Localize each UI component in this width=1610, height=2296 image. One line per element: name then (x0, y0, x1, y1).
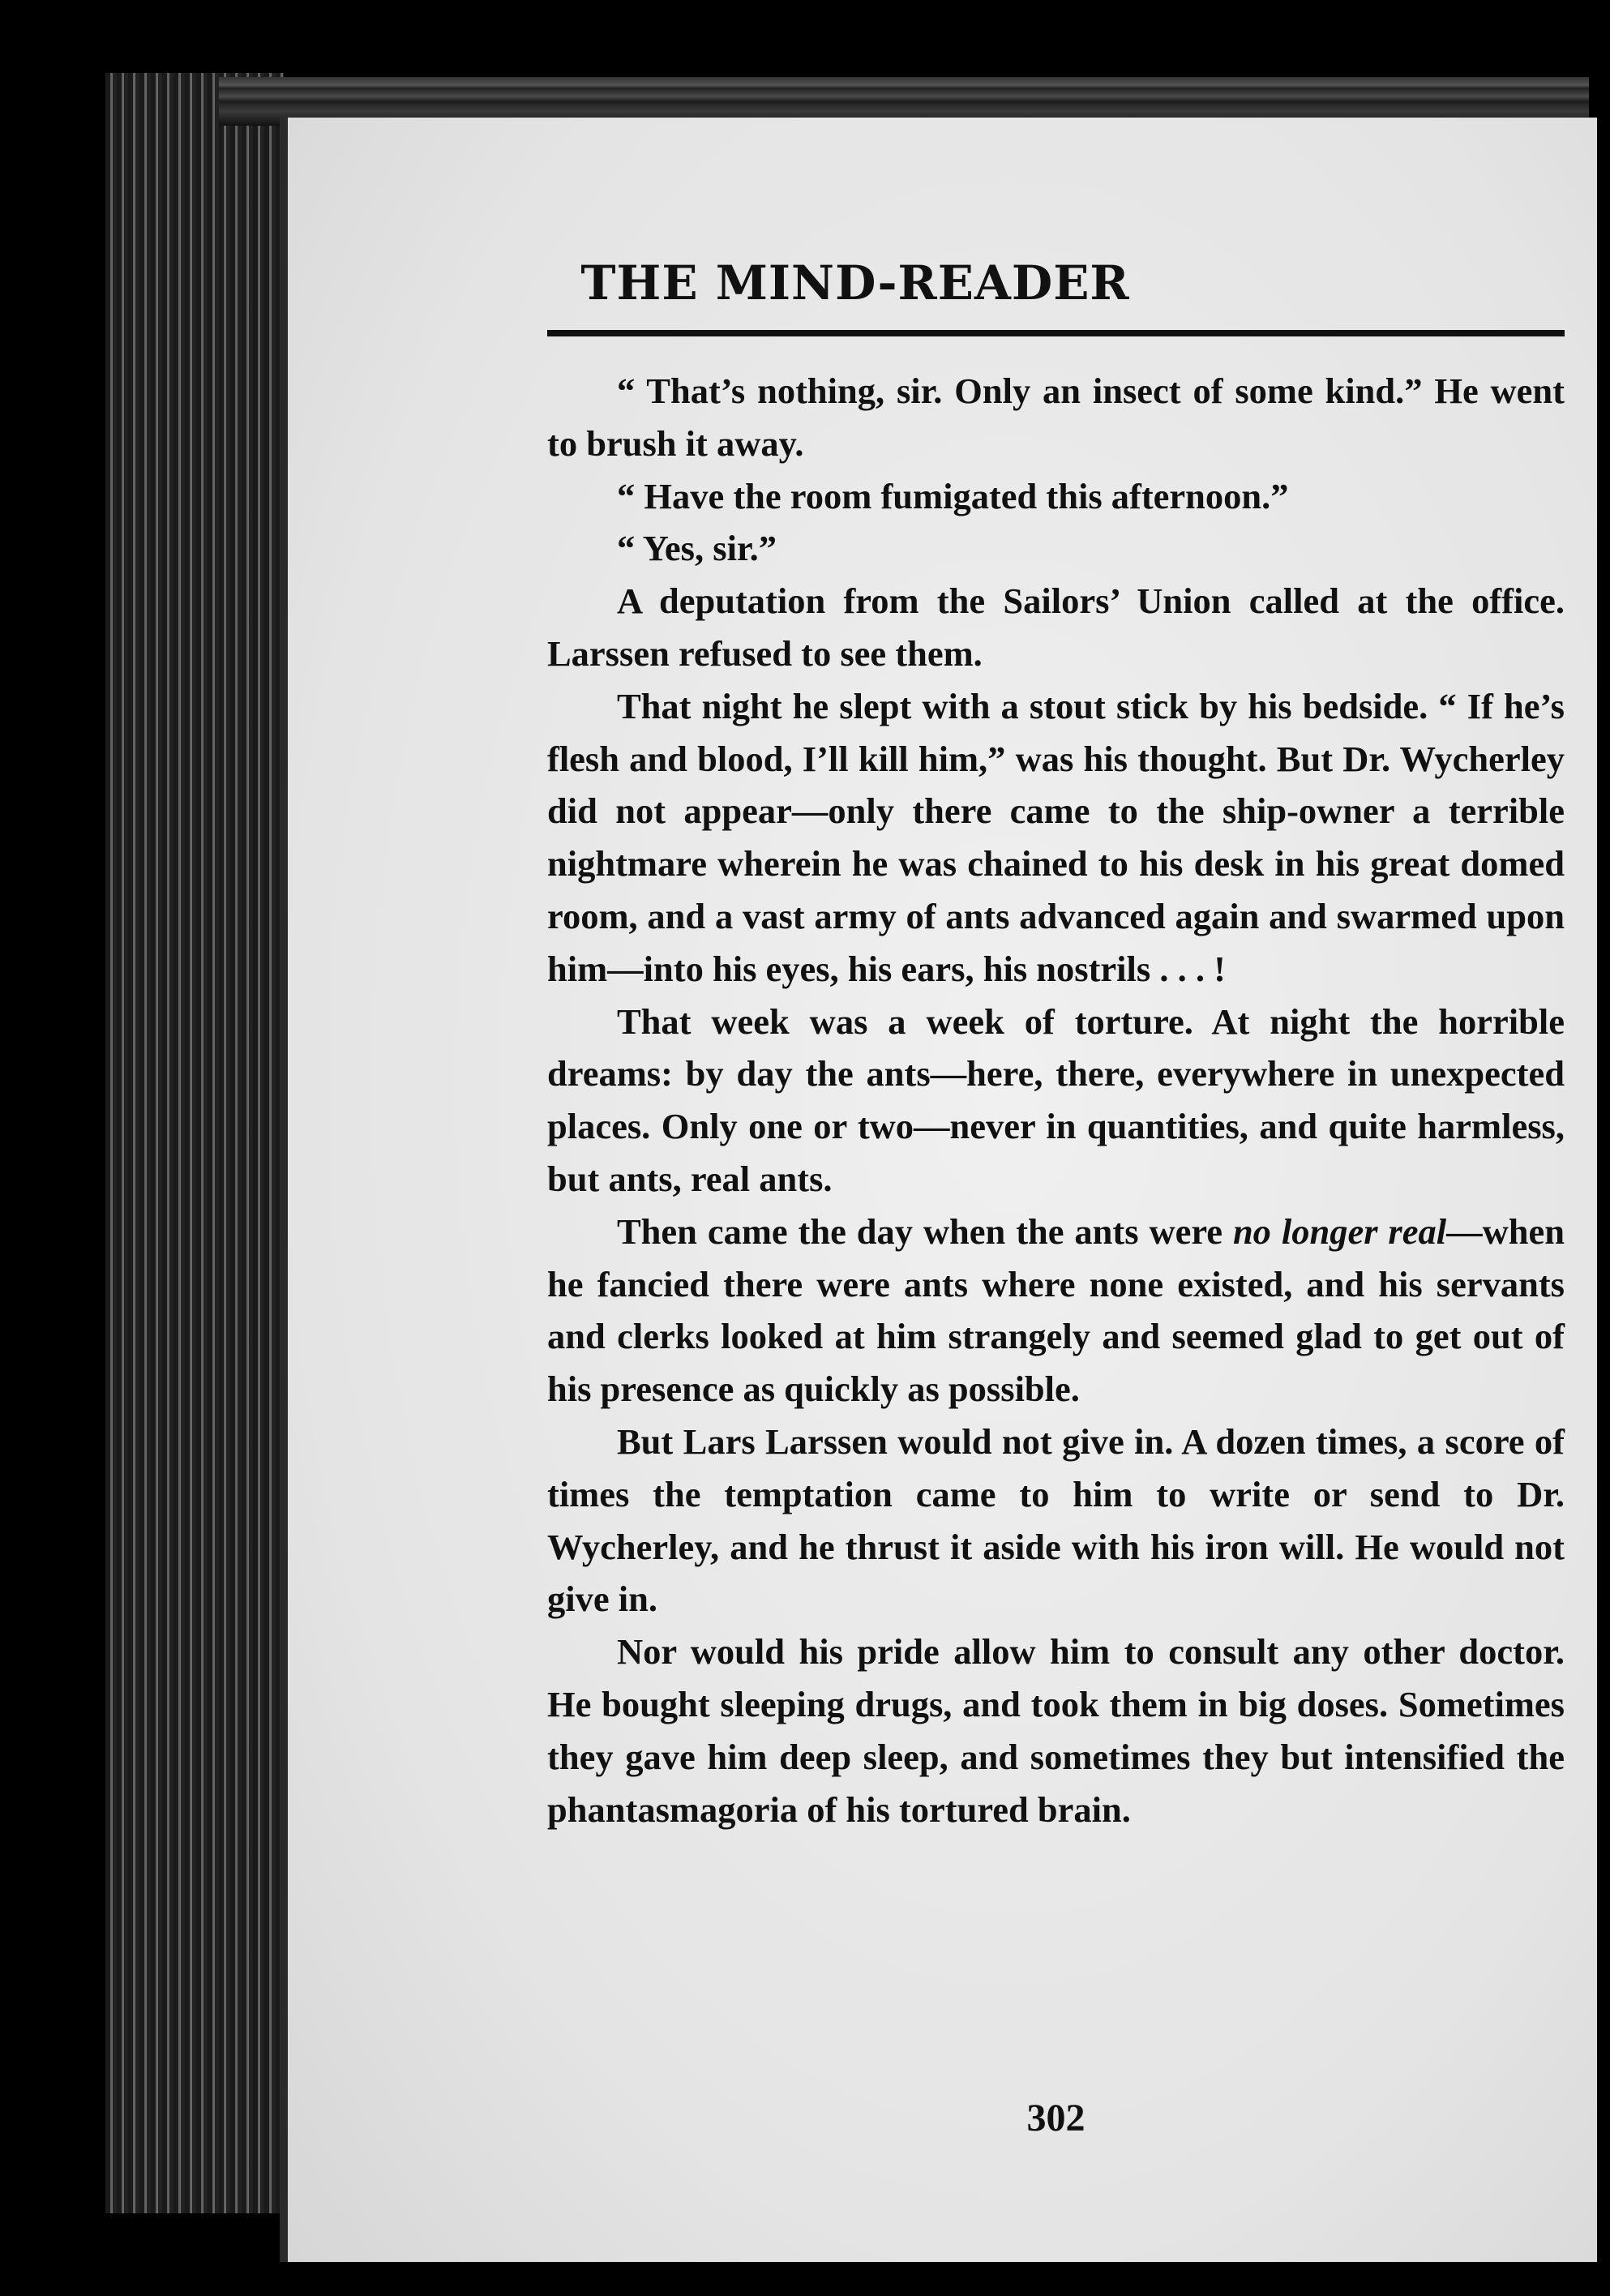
book-page (280, 118, 1597, 2262)
paragraph-6: That week was a week of torture. At night the horrible dreams: by day the ants—here, there, everywhere in unexpected places. Only one or two—never in quantities, and quite harmless, but ants, real ants. (547, 1000, 1565, 1199)
header-rule (547, 330, 1565, 336)
paragraph-2: “ Have the room fumigated this afternoon.” (617, 475, 1289, 516)
paragraph-5: That night he slept with a stout stick by his bedside. “ If he’s flesh and blood, I’ll kill him,” was his thought. But Dr. Wycherley did not appear—only there came to the ship-owner a terrible nightmare wherein he was chained to his desk in his great domed room, and a vast army of ants advanced again and swarmed upon him—into his eyes, his ears, his nostrils . . . ! (547, 685, 1565, 989)
paragraph-7-start: Then came the day when the ants were (617, 1210, 1233, 1252)
paragraph-7-emphasis: no longer real (1232, 1210, 1447, 1252)
paragraph-7 (547, 1206, 1565, 1416)
paragraph-9: Nor would his pride allow him to consult any other doctor. He bought sleeping drugs, and took them in big doses. Sometimes they gave him deep sleep, and sometimes they but intensified the phantasmagoria of his tortured brain. (547, 1631, 1565, 1830)
paragraph-4: A deputation from the Sailors’ Union called at the office. Larssen refused to see them. (547, 580, 1565, 674)
book-page-edges (105, 73, 284, 2213)
paragraph-3: “ Yes, sir.” (617, 528, 777, 569)
running-header: THE MIND-READER (580, 255, 1130, 311)
paragraph-7-end: —when he fancied there were ants where none existed, and his servants and clerks looked at him strangely and seemed glad to get out of his presence as quickly as possible. (547, 1210, 1565, 1410)
paragraph-8: But Lars Larssen would not give in. A dozen times, a score of times the temptation came to him to write or send to Dr. Wycherley, and he thrust it aside with his iron will. He would not give in. (547, 1420, 1565, 1620)
paragraph-1: “ That’s nothing, sir. Only an insect of some kind.” He went to brush it away. (547, 371, 1565, 464)
body-text (547, 365, 1565, 1836)
page-number: 302 (1026, 2097, 1085, 2140)
